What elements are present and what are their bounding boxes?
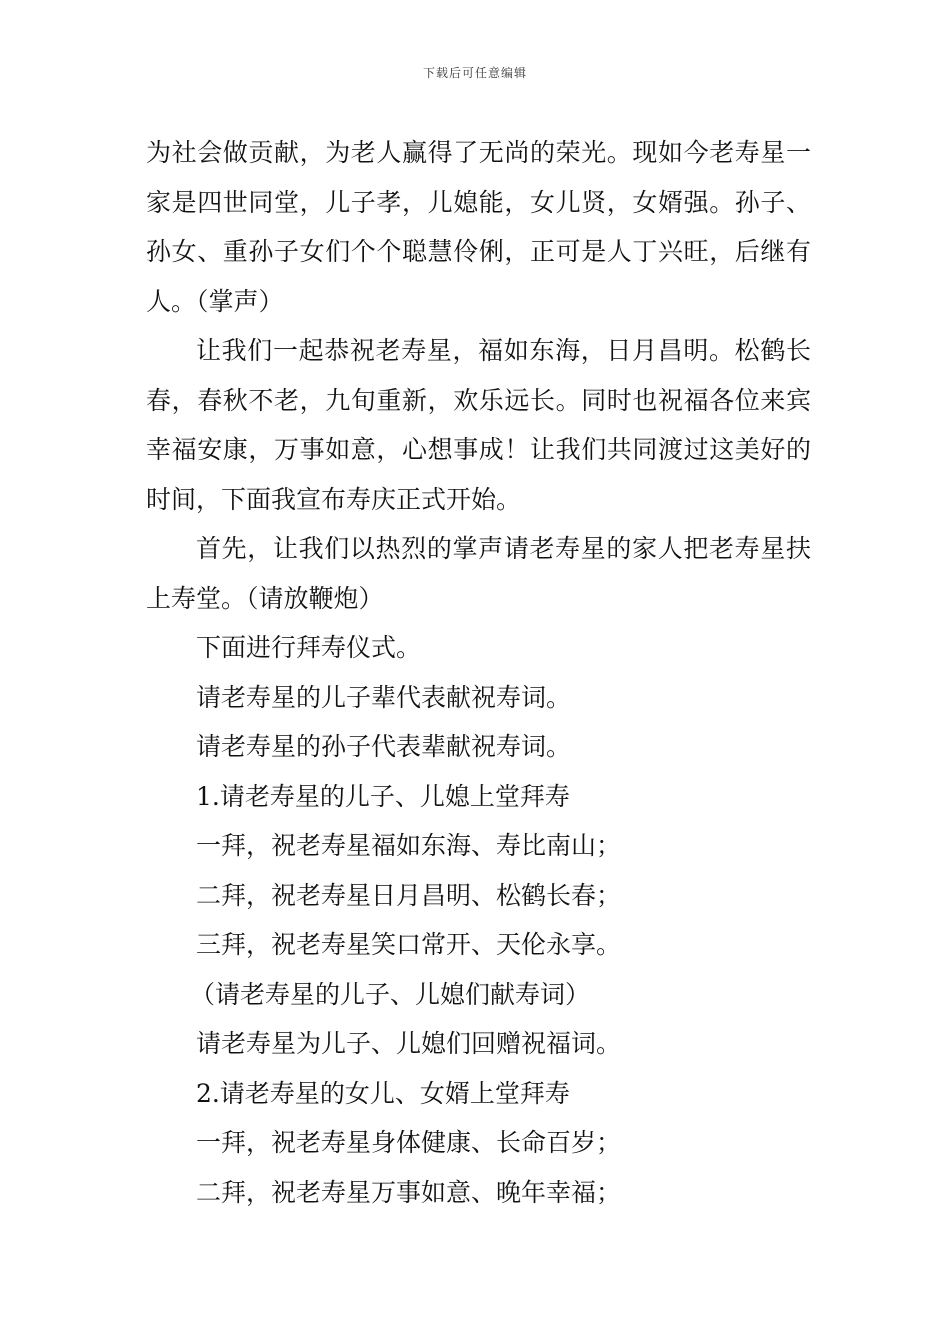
page-header: 下载后可任意编辑 [422,66,527,80]
text-line: 下面进行拜寿仪式。 [196,633,422,662]
text-line: 二拜，祝老寿星万事如意、晚年幸福； [196,1177,622,1207]
document-body [146,128,811,1217]
numbered-item: 2.请老寿星的女儿、女婿上堂拜寿 [196,1078,570,1108]
text-line: 请老寿星的孙子代表辈献祝寿词。 [196,732,572,761]
paragraph-continuation: 为社会做贡献，为老人赢得了无尚的荣光。现如今老寿星一家是四世同堂，儿子孝，儿媳能，女儿贤，女婿强。孙子、孙女、重孙子女们个个聪慧伶俐，正可是人丁兴旺，后继有人。（掌声） [146,138,811,316]
text-line: 请老寿星的儿子辈代表献祝寿词。 [196,682,572,712]
paragraph-blessing: 让我们一起恭祝老寿星，福如东海，日月昌明。松鹤长春，春秋不老，九旬重新，欢乐远长。同时也祝福各位来宾幸福安康，万事如意，心想事成！让我们共同渡过这美好的时间，下面我宣布寿庆正式开始。 [146,336,811,514]
numbered-item: 1.请老寿星的儿子、儿媳上堂拜寿 [196,781,570,811]
paragraph-opening: 首先，让我们以热烈的掌声请老寿星的家人把老寿星扶上寿堂。（请放鞭炮） [146,534,811,613]
parenthetical-note: （请老寿星的儿子、儿媳们献寿词） [190,979,591,1009]
text-line: 三拜，祝老寿星笑口常开、天伦永享。 [196,930,622,959]
text-line: 请老寿星为儿子、儿媳们回赠祝福词。 [196,1029,622,1058]
text-line: 一拜，祝老寿星身体健康、长命百岁； [196,1128,622,1157]
text-line: 一拜，祝老寿星福如东海、寿比南山； [196,831,622,860]
text-line: 二拜，祝老寿星日月昌明、松鹤长春； [196,880,622,910]
